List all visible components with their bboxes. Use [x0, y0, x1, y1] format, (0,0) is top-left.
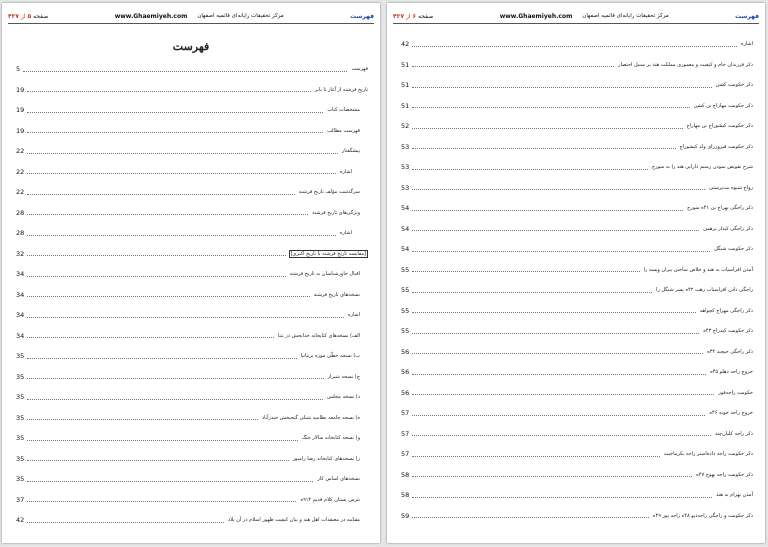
- toc-entry[interactable]: ذکر حکومت راجه داده‌استر راجه بکرماجیت 57: [401, 450, 753, 459]
- toc-entry[interactable]: ذکر حکومت و راجگی راجه‌دیو ۴۸ه راجه پور ۴۹ه 59: [401, 511, 753, 520]
- header-title: فهرست: [735, 12, 759, 20]
- header-website[interactable]: www.Ghaemiyeh.com: [114, 12, 188, 20]
- toc-entry[interactable]: [مقایسه تاریخ فرشته با تاریخ اکبری] 32: [16, 249, 366, 258]
- toc-entry[interactable]: ذکر حکومت کیدراج ۴۳ه 55: [401, 327, 753, 336]
- toc-entry[interactable]: سرگذشت مؤلف تاریخ فرشته 22: [16, 188, 360, 197]
- toc-entry[interactable]: ذکر حکومت مهاراج بن کشن 51: [401, 101, 753, 110]
- toc-entry[interactable]: و) نسخه کتابخانه سالار جنگ 35: [16, 434, 360, 443]
- toc-entry[interactable]: ج) نسخه شیراز 35: [16, 372, 360, 381]
- toc-entry[interactable]: تاریخ فرشته از آغاز تا بابر 19: [16, 85, 368, 94]
- toc-entry[interactable]: خروج راجه جونه ۴۶ه 57: [401, 409, 753, 418]
- toc-entry[interactable]: رواج شیوه بت‌پرستی 53: [401, 183, 753, 192]
- toc-entry[interactable]: فهرست مطالب 19: [16, 126, 360, 135]
- toc-entry[interactable]: ذکر حکومت کیشوراج بن مهاراج 52: [401, 122, 753, 131]
- toc-entry[interactable]: ویژگی‌های تاریخ فرشته 28: [16, 208, 360, 217]
- toc-entry[interactable]: فهرست 5: [16, 65, 368, 74]
- toc-entry[interactable]: ذکر حکومت شنگل 54: [401, 245, 753, 254]
- toc-entry[interactable]: د) نسخه مجلس 35: [16, 393, 360, 402]
- page-number: صفحه ۵ از ۴۲۷: [8, 12, 49, 20]
- header-website[interactable]: www.Ghaemiyeh.com: [499, 12, 573, 20]
- toc-entry[interactable]: نسخه‌های اساس کار 35: [16, 475, 360, 484]
- toc-entry[interactable]: مقدّمه در معتقدات اهل هند و بیان کیفیت ظهور اسلام در آن بلاد 42: [16, 516, 360, 525]
- toc-entry[interactable]: پیشگفتار 22: [16, 147, 360, 156]
- toc-entry[interactable]: خروج راجه دهلو ۴۵ه 56: [401, 368, 753, 377]
- toc-entry[interactable]: ذکر حکومت راجه بهوج ۴۷ه 58: [401, 470, 753, 479]
- toc-list-right: [401, 34, 753, 526]
- page-number: صفحه ۶ از ۴۲۷: [393, 12, 434, 20]
- toc-entry[interactable]: ذکر فرزندان حام و کیفیت و معموری مملکت هند بر سبیل اختصار 51: [401, 60, 753, 69]
- toc-entry[interactable]: ب) نسخه خطّی موزه بریتانیا 35: [16, 352, 360, 361]
- toc-entry[interactable]: اقبال خاورشناسان به تاریخ فرشته 34: [16, 270, 360, 279]
- toc-entry[interactable]: الف) نسخه‌های کتابخانه خدابخش در پتنا 34: [16, 331, 360, 340]
- toc-entry[interactable]: آمدن افراسیاب به هند و خلاص ساختن پیران ویسه را 55: [401, 265, 753, 274]
- toc-entry[interactable]: اشاره 28: [16, 229, 352, 238]
- toc-entry[interactable]: ذکر راجگی بهراج بن ۴۱ه سورج 54: [401, 204, 753, 213]
- toc-entry[interactable]: ز) نسخه‌های کتابخانه رضا رامپور 35: [16, 454, 360, 463]
- toc-entry[interactable]: اشاره 42: [401, 40, 753, 49]
- toc-entry[interactable]: شرح تفویض نمودن رستم دارایی هند را به سورج 53: [401, 163, 753, 172]
- toc-entry[interactable]: ذکر راجگی مهراج کچواهه 55: [401, 306, 753, 315]
- toc-entry[interactable]: اشاره 22: [16, 167, 352, 176]
- toc-heading: فهرست: [172, 40, 210, 53]
- header-center-title: مرکز تحقیقات رایانه‌ای قائمیه اصفهان: [197, 13, 284, 19]
- toc-entry[interactable]: ذکر راجه کلیان‌چند 57: [401, 429, 753, 438]
- toc-entry[interactable]: راجگی دادن افراسیاب رهت ۴۲ه پسر شنگل را 55: [401, 286, 753, 295]
- toc-entry[interactable]: آمدن بهرام به هند 58: [401, 491, 753, 500]
- toc-list-left: [16, 59, 368, 531]
- toc-entry[interactable]: ه) نسخه جامعه نظامیه شبلی گنجبخش حیدرآباد 35: [16, 413, 360, 422]
- toc-entry[interactable]: اشاره 34: [16, 311, 360, 320]
- toc-page-left: [2, 3, 380, 543]
- toc-entry[interactable]: مشخصات کتاب 19: [16, 106, 360, 115]
- header-title: فهرست: [350, 12, 374, 20]
- toc-entry[interactable]: ذکر حکومت فیروزرای ولد کیشوراج 53: [401, 142, 753, 151]
- header-center-title: مرکز تحقیقات رایانه‌ای قائمیه اصفهان: [582, 13, 669, 19]
- toc-entry[interactable]: حکومت راجه‌فور 56: [401, 388, 753, 397]
- toc-entry[interactable]: نثرس بستان کلام قدیم ۹۱۴ه 37: [16, 495, 360, 504]
- toc-entry[interactable]: ذکر راجگی کیدار برهمن 54: [401, 224, 753, 233]
- toc-entry[interactable]: ذکر حکومت کشن 51: [401, 81, 753, 90]
- toc-entry[interactable]: ذکر راجگی جیچند ۴۴ه 56: [401, 347, 753, 356]
- page-header: [8, 9, 374, 24]
- toc-page-right: [387, 3, 765, 543]
- toc-entry[interactable]: نسخه‌های تاریخ فرشته 34: [16, 290, 360, 299]
- page-header: [393, 9, 759, 24]
